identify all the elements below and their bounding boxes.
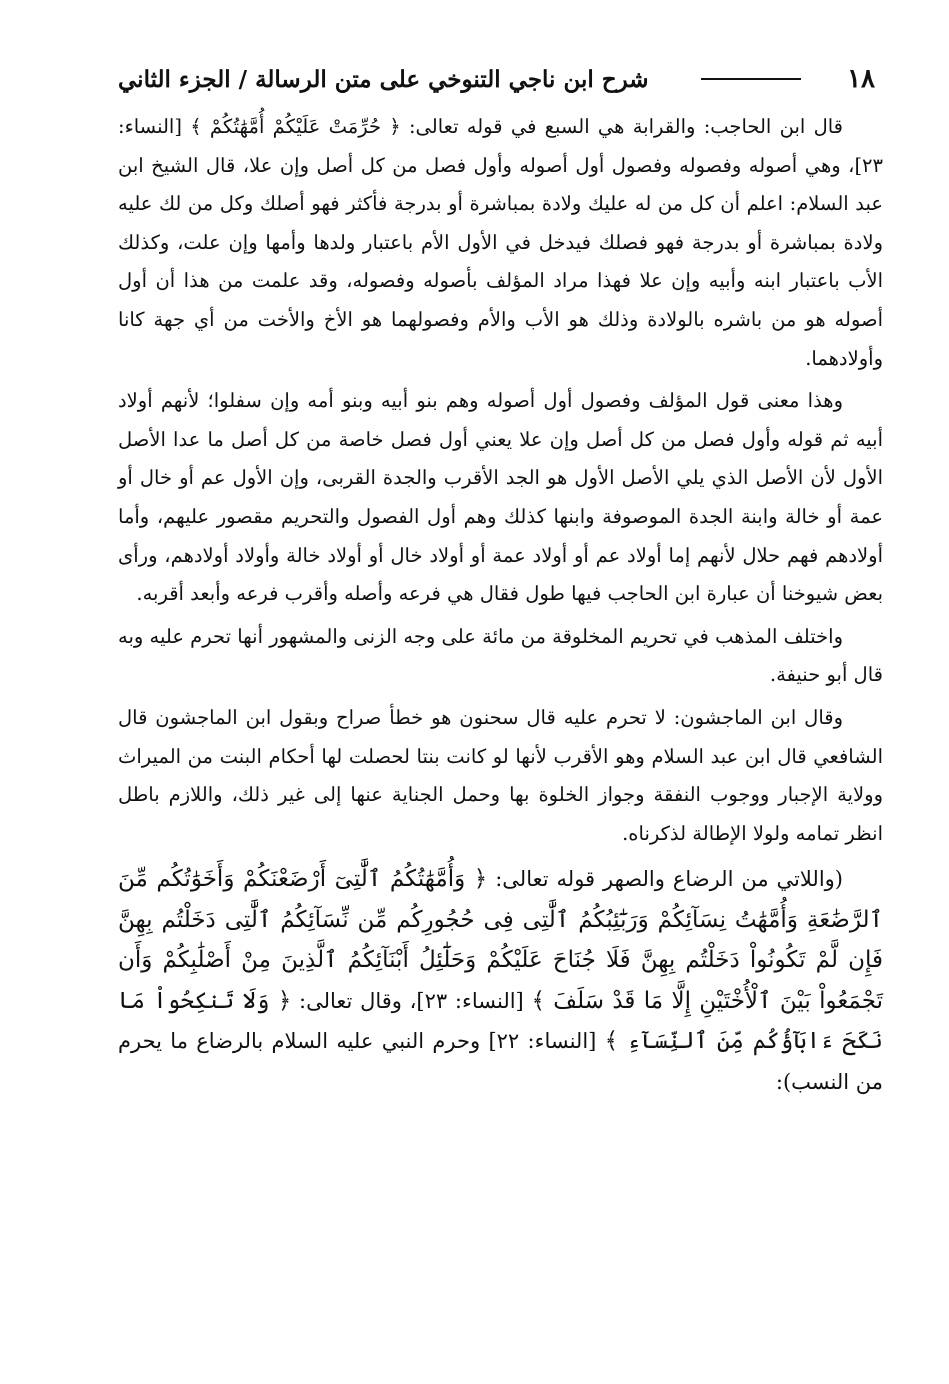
- verse-ending: [النساء: ٢٢] وحرم النبي عليه السلام بالرضاع ما يحرم من النسب):: [118, 1029, 883, 1094]
- quran-verse-1: ﴿ وَأُمَّهَٰتُكُمُ ٱلَّٰتِىٓ أَرْضَعْنَكُمْ وَأَخَوَٰتُكُم مِّنَ ٱلرَّضَٰعَةِ وَأُمَّهَٰتُ نِسَآئِكُمْ وَرَبَٰٓئِبُكُمُ ٱلَّٰتِى فِى حُجُورِكُم مِّن نِّسَآئِكُمُ ٱلَّٰتِى دَخَلْتُم بِهِنَّ فَإِن لَّمْ تَكُونُواْ دَخَلْتُم بِهِنَّ فَلَا جُنَاحَ عَلَيْكُمْ وَحَلَٰٓئِلُ أَبْنَآئِكُمُ ٱلَّذِينَ مِنْ أَصْلَٰبِكُمْ وَأَن تَجْمَعُواْ بَيْنَ ٱلْأُخْتَيْنِ إِلَّا مَا قَدْ سَلَفَ ﴾: [118, 866, 883, 1014]
- header-rule: [701, 78, 801, 80]
- paragraph-3: واختلف المذهب في تحريم المخلوقة من مائة على وجه الزنى والمشهور أنها تحرم عليه وبه قال أبو حنيفة.: [118, 624, 883, 687]
- page-header: [118, 58, 883, 100]
- running-title: شرح ابن ناجي التنوخي على متن الرسالة / الجزء الثاني: [118, 65, 649, 93]
- verse-intro: (واللاتي من الرضاع والصهر قوله تعالى:: [487, 867, 843, 892]
- verse-citation-1: [النساء: ٢٣]، وقال تعالى:: [291, 988, 532, 1013]
- verse-paragraph: [118, 859, 883, 1102]
- paragraph-2: وهذا معنى قول المؤلف وفصول أول أصوله وهم بنو أبيه وبنو أمه وإن سفلوا؛ لأنهم أولاد أبيه ثم قوله وأول فصل من كل أصل وإن علا يعني أول فصل خاصة من كل أصل ما عدا الأصل الأول لأن الأصل الذي يلي الأصل الأول هو الجد الأقرب والجدة القربى، وإن الأول عم أو خال أو عمة أو خالة وابنة الجدة الموصوفة وابنها كذلك وهم أول الفصول والتحريم مقصور عليهم، وأما أولادهم فهم حلال لأنهم إما أولاد عم أو أولاد عمة أو أولاد خال أو أولاد خالة وأولاد أولادهم، ورأى بعض شيوخنا أن عبارة ابن الحاجب فيها طول فقال هي فرعه وأصله وأقرب فرعه وأبعد أقربه.: [118, 389, 883, 606]
- body-text: [118, 108, 883, 1102]
- page-number: ١٨: [847, 64, 875, 94]
- paragraph-1: قال ابن الحاجب: والقرابة هي السبع في قوله تعالى: ﴿ حُرِّمَتْ عَلَيْكُمْ أُمَّهَٰتُكُمْ ﴾ [النساء: ٢٣]، وهي أصوله وفصوله وفصول أول أصوله وأول فصل من كل أصل وإن علا، قال الشيخ ابن عبد السلام: اعلم أن كل من له عليك ولادة بمباشرة أو بدرجة فأكثر فهو أصلك وكل من لك عليه ولادة بمباشرة أو بدرجة فهو فصلك فيدخل في الأول الأم باعتبار ولدها وأمها وإن علت، وكذلك الأب باعتبار ابنه وأبيه وإن علا فهذا مراد المؤلف بأصوله وفصوله، وقد علمت من هذا أن أول أصوله هو من باشره بالولادة وذلك هو الأب والأم وفصولهما هو الأخ والأخت من أي جهة كانا وأولادهما.: [118, 115, 883, 370]
- paragraph-4: وقال ابن الماجشون: لا تحرم عليه قال سحنون هو خطأ صراح وبقول ابن الماجشون قال الشافعي قال ابن عبد السلام وهو الأقرب لأنها لو كانت بنتا لحصلت لها أحكام البنت من الميراث وولاية الإجبار ووجوب النفقة وجواز الخلوة بها وحمل الجناية عنها إلى غير ذلك، واللازم باطل انظر تمامه ولولا الإطالة لذكرناه.: [118, 705, 883, 845]
- quran-verse-2: ﴿ وَلَا تَنكِحُواْ مَا نَكَحَ ءَابَآؤُكُم مِّنَ ٱلنِّسَآءِ ﴾: [118, 987, 883, 1055]
